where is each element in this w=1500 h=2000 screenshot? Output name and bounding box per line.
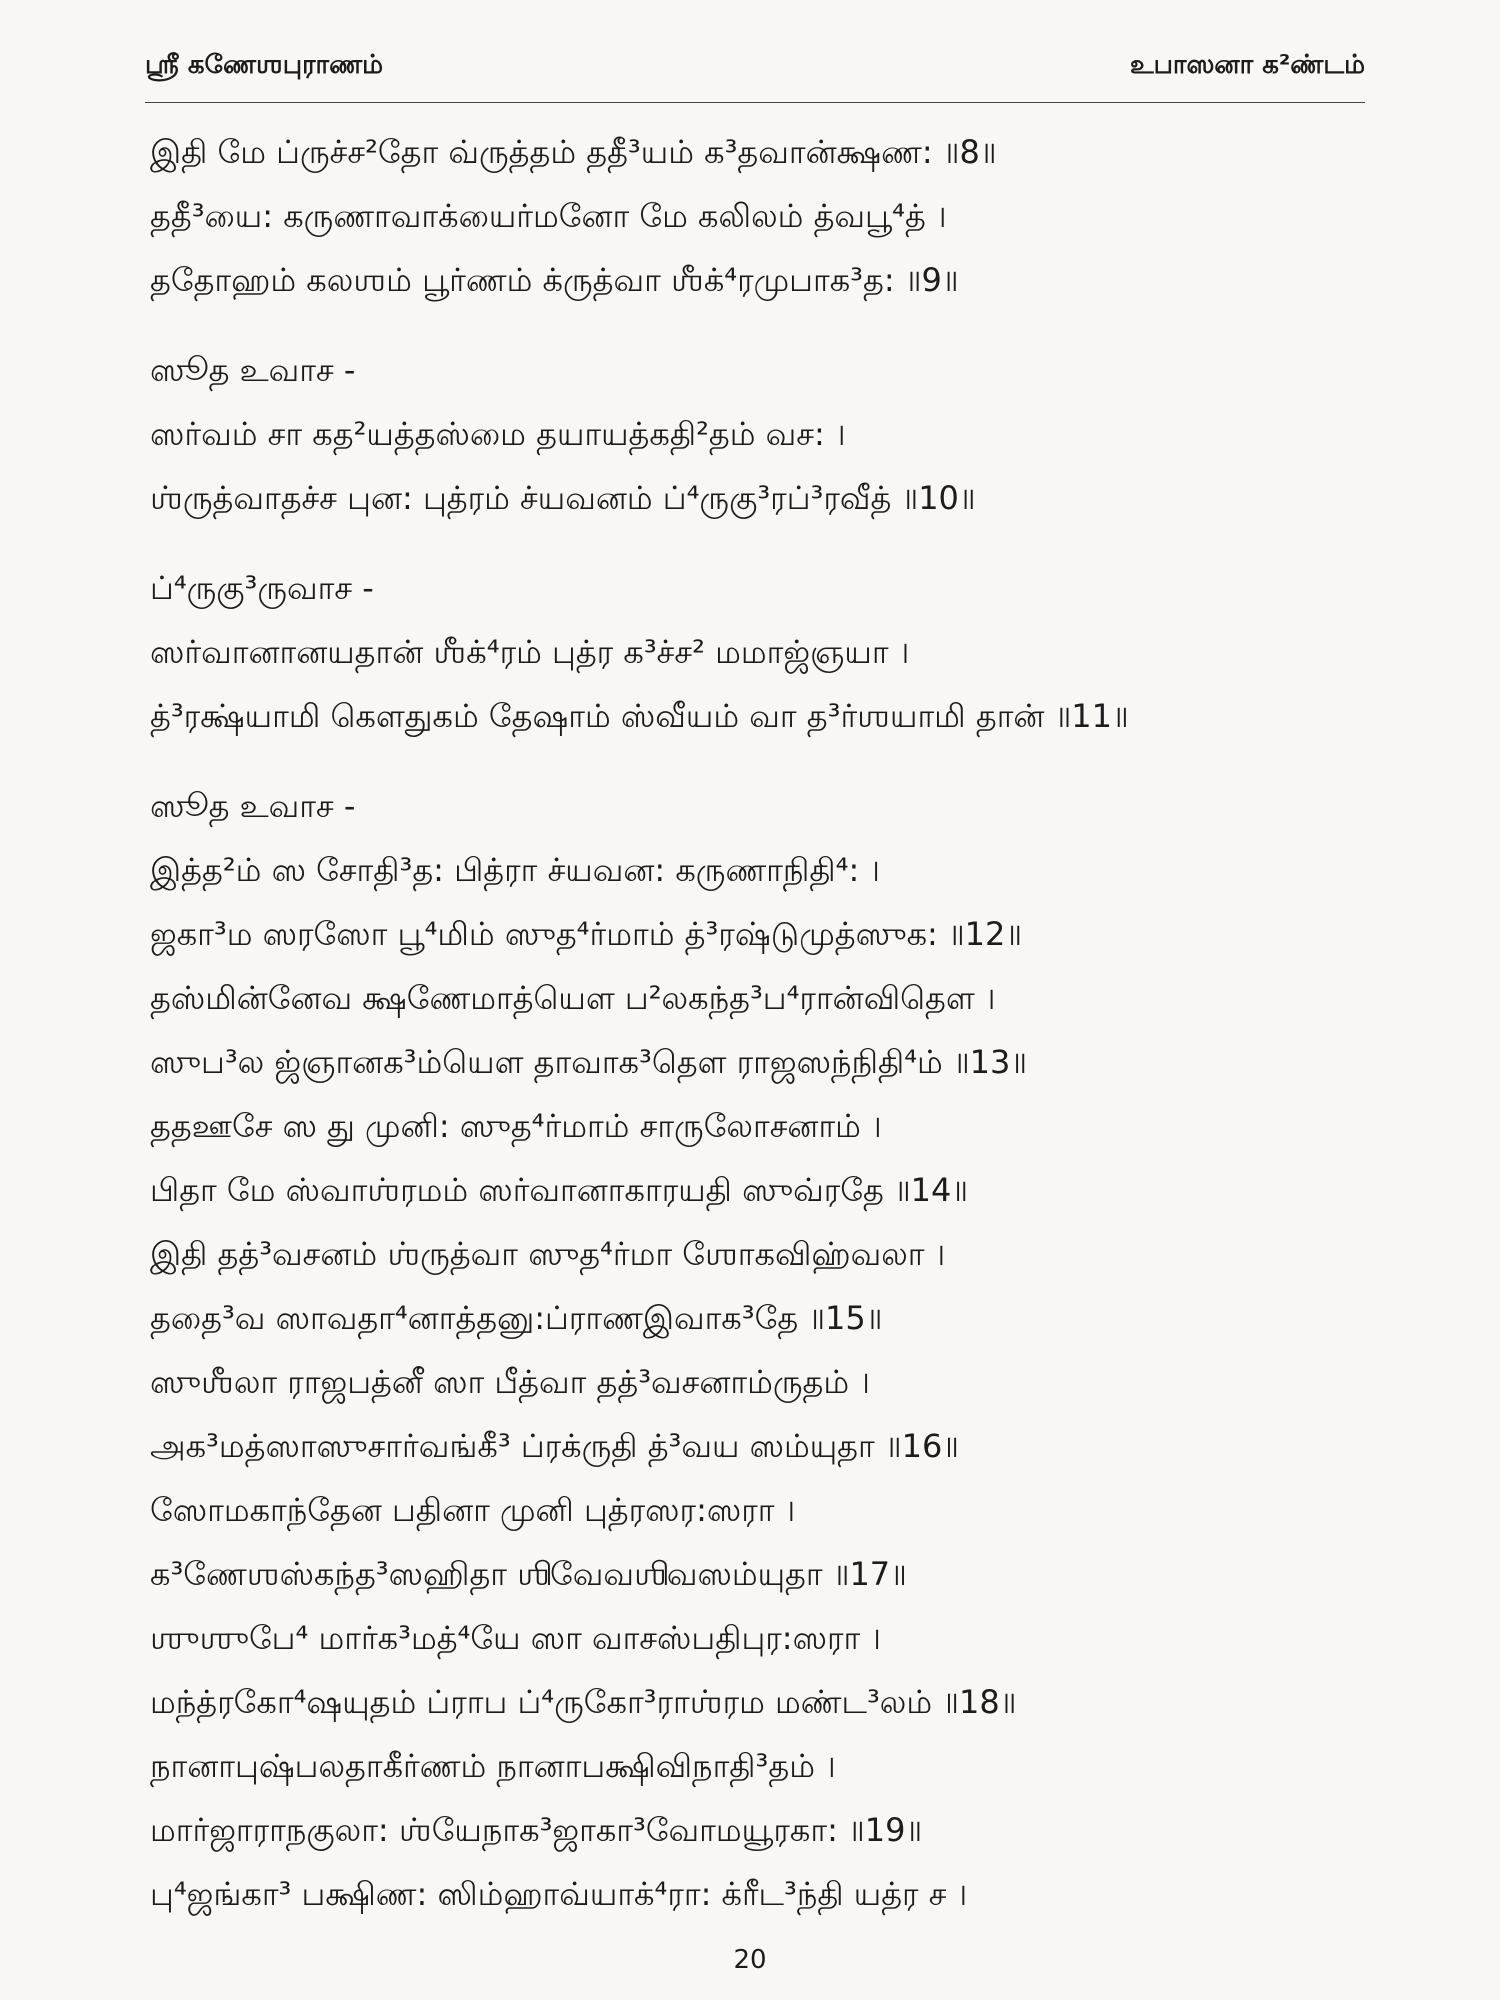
verse-line: பிதா மே ஸ்வாஶ்ரமம் ஸர்வானாகாரயதி ஸுவ்ரதே ॥14॥ xyxy=(150,1171,969,1209)
speaker-heading: ஸூத உவாச - xyxy=(150,787,356,825)
stanza-gap xyxy=(150,540,1350,566)
verse-line: ததோஹம் கலஶம் பூர்ணம் க்ருத்வா ஶீக்⁴ரமுபாக³த꞉ ॥9॥ xyxy=(150,261,959,299)
stanza-gap xyxy=(150,758,1350,784)
verse-line: இதி மே ப்ருச்ச²தோ வ்ருத்தம் ததீ³யம் க³தவான்க்ஷண꞉ ॥8॥ xyxy=(150,133,997,171)
verse-line: க³ணேஶஸ்கந்த³ஸஹிதா ஶிவேவஶிவஸம்யுதா ॥17॥ xyxy=(150,1555,907,1593)
verse-line: ததஊசே ஸ து முனி꞉ ஸுத⁴ர்மாம் சாருலோசனாம் । xyxy=(150,1107,882,1145)
page-number: 20 xyxy=(733,1945,767,1975)
verse-line: அக³மத்ஸாஸுசார்வங்கீ³ ப்ரக்ருதி த்³வய ஸம்யுதா ॥16॥ xyxy=(150,1427,959,1465)
verse-line: இதி தத்³வசனம் ஶ்ருத்வா ஸுத⁴ர்மா ஶோகவிஹ்வலா । xyxy=(150,1235,946,1273)
verse-line: ஶுஶுபே⁴ மார்க³மத்⁴யே ஸா வாசஸ்பதிபுர꞉ஸரா । xyxy=(150,1619,881,1657)
verse-line: ஜகா³ம ஸரஸோ பூ⁴மிம் ஸுத⁴ர்மாம் த்³ரஷ்டுமுத்ஸுக꞉ ॥12॥ xyxy=(150,915,1023,953)
verse-line: ஸர்வானானயதான் ஶீக்⁴ரம் புத்ர க³ச்ச² மமாஜ்ஞயா । xyxy=(150,633,910,671)
speaker-heading: ப்⁴ருகு³ருவாச - xyxy=(150,569,374,607)
verse-line: ஸுஶீலா ராஜபத்னீ ஸா பீத்வா தத்³வசனாம்ருதம் । xyxy=(150,1363,870,1401)
verse-line: மந்த்ரகோ⁴ஷயுதம் ப்ராப ப்⁴ருகோ³ராஶ்ரம மண்ட³லம் ॥18॥ xyxy=(150,1683,1017,1721)
verse-line: ஸர்வம் சா கத²யத்தஸ்மை தயாயத்கதி²தம் வச꞉ । xyxy=(150,415,846,453)
verse-line: ஸுப³ல ஜ்ஞானக³ம்யௌ தாவாக³தௌ ராஜஸந்நிதி⁴ம் ॥13॥ xyxy=(150,1043,1028,1081)
verse-line: ஶ்ருத்வாதச்ச புன꞉ புத்ரம் ச்யவனம் ப்⁴ருகு³ரப்³ரவீத் ॥10॥ xyxy=(150,479,976,517)
verse-line: த்³ரக்ஷ்யாமி கௌதுகம் தேஷாம் ஸ்வீயம் வா த³ர்ஶயாமி தான் ॥11॥ xyxy=(150,697,1129,735)
verse-line: ஸோமகாந்தேன பதினா முனி புத்ரஸர꞉ஸரா । xyxy=(150,1491,796,1529)
section-title: உபாஸனா க²ண்டம் xyxy=(1129,50,1365,80)
verse-line: தஸ்மின்னேவ க்ஷணேமாத்யௌ ப²லகந்த³ப⁴ரான்விதௌ । xyxy=(150,979,996,1017)
stanza-gap xyxy=(150,322,1350,348)
verse-body xyxy=(150,130,1350,1936)
book-title: ஸ்ரீ கணேஶபுராணம் xyxy=(145,50,384,80)
verse-line: நானாபுஷ்பலதாகீர்ணம் நானாபக்ஷிவிநாதி³தம் । xyxy=(150,1747,836,1785)
verse-line: ததை³வ ஸாவதா⁴னாத்தனு꞉ப்ராணஇவாக³தே ॥15॥ xyxy=(150,1299,883,1337)
verse-line: பு⁴ஜங்கா³ பக்ஷிண꞉ ஸிம்ஹாவ்யாக்⁴ரா꞉ க்ரீட³ந்தி யத்ர ச । xyxy=(150,1875,968,1913)
verse-line: ததீ³யை꞉ கருணாவாக்யைர்மனோ மே கலிலம் த்வபூ⁴த் । xyxy=(150,197,947,235)
verse-line: மார்ஜாராநகுலா꞉ ஶ்யேநாக³ஜாகா³வோமயூரகா꞉ ॥19॥ xyxy=(150,1811,923,1849)
speaker-heading: ஸூத உவாச - xyxy=(150,351,356,389)
verse-line: இத்த²ம் ஸ சோதி³த꞉ பித்ரா ச்யவன꞉ கருணாநிதி⁴꞉ । xyxy=(150,851,880,889)
running-header xyxy=(145,44,1365,103)
